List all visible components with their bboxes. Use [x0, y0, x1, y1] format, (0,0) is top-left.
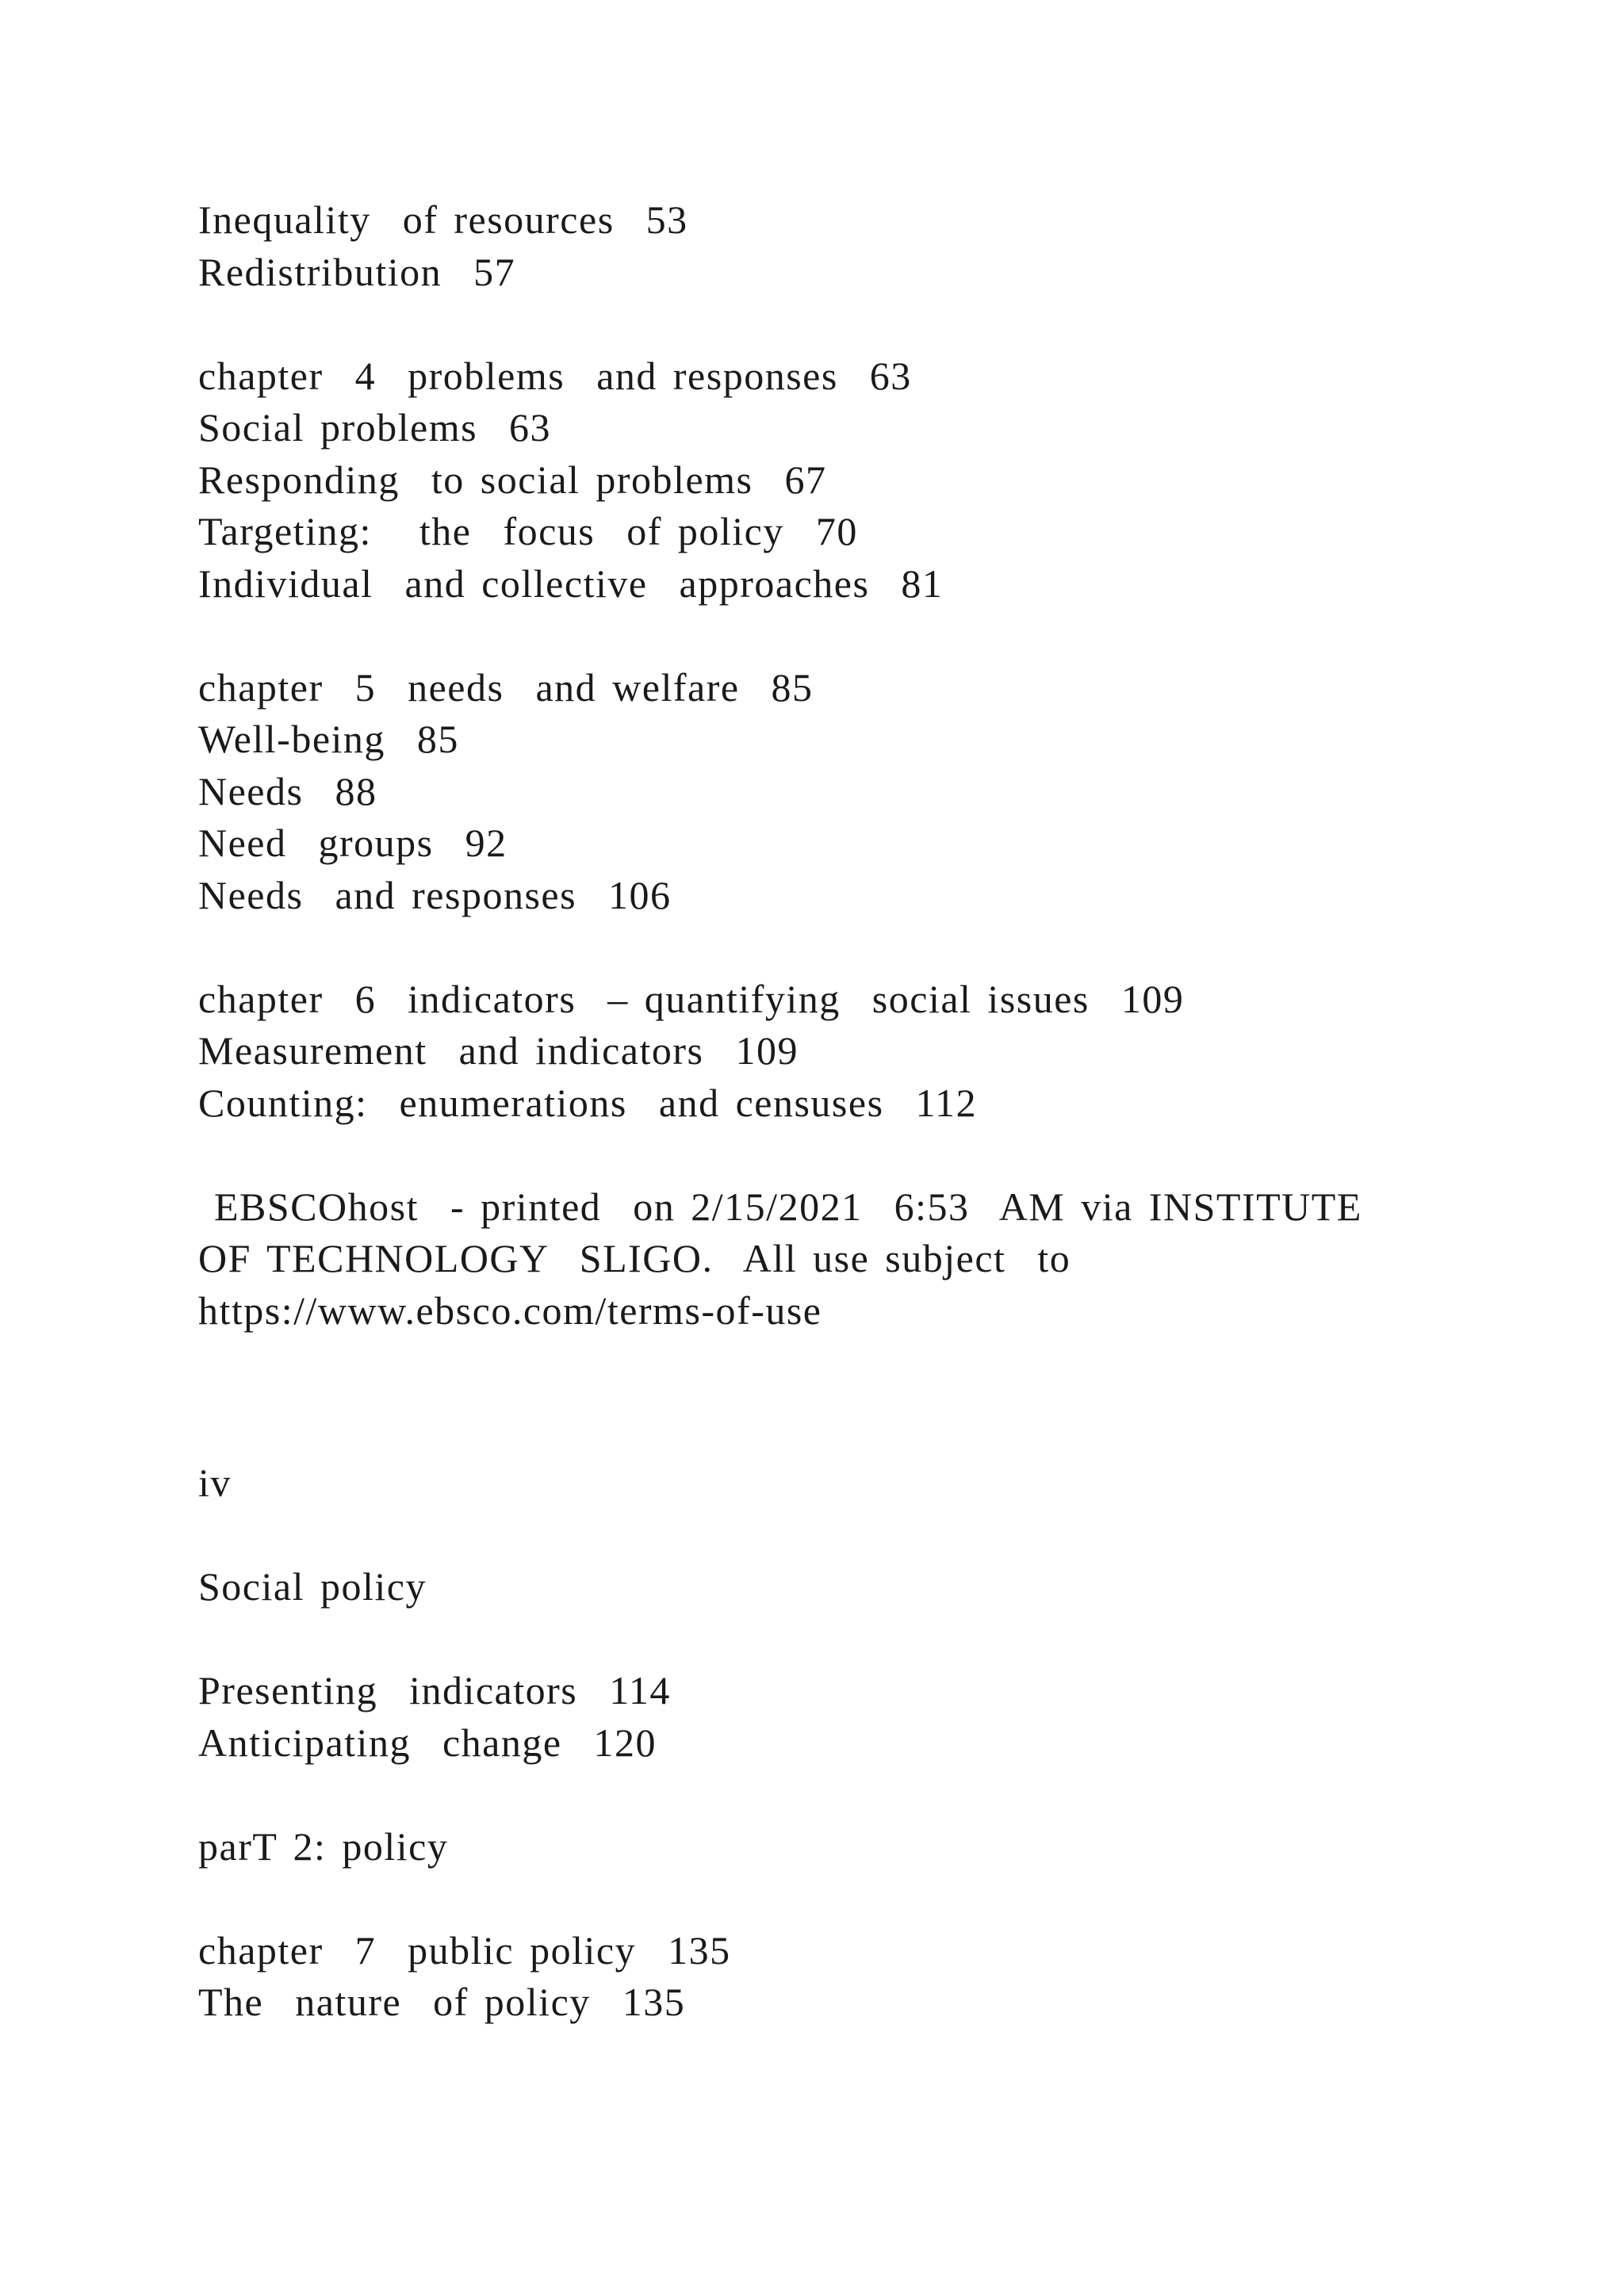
toc-entry: Social problems 63: [198, 405, 552, 450]
running-head: Social policy: [198, 1564, 427, 1609]
toc-entry: Individual and collective approaches 81: [198, 561, 944, 606]
toc-entry: Needs 88: [198, 768, 377, 813]
toc-entry: Redistribution 57: [198, 249, 516, 294]
spacer: [198, 1129, 1546, 1181]
toc-chapter-heading: chapter 5 needs and welfare 85: [198, 664, 814, 710]
spacer: [198, 1769, 1546, 1821]
spacer: [198, 1613, 1546, 1666]
toc-entry: Counting: enumerations and censuses 112: [198, 1080, 978, 1125]
spacer: [198, 610, 1546, 662]
footer-notice-url: https://www.ebsco.com/terms-of-use: [198, 1288, 822, 1333]
toc-entry: Inequality of resources 53: [198, 197, 688, 242]
toc-entry: Need groups 92: [198, 821, 508, 865]
spacer: [198, 921, 1546, 974]
toc-entry: Well-being 85: [198, 717, 459, 761]
toc-chapter-heading: chapter 6 indicators – quantifying social issues 109: [198, 976, 1185, 1021]
toc-entry: Targeting: the focus of policy 70: [198, 509, 858, 553]
footer-notice-line: EBSCOhost - printed on 2/15/2021 6:53 AM via INSTITUTE: [198, 1184, 1362, 1229]
toc-page: [198, 194, 1546, 2029]
toc-chapter-heading: chapter 7 public policy 135: [198, 1927, 731, 1973]
footer-notice-line: OF TECHNOLOGY SLIGO. All use subject to: [198, 1236, 1071, 1280]
toc-entry: Presenting indicators 114: [198, 1668, 671, 1712]
spacer: [198, 298, 1546, 350]
spacer: [198, 1337, 1546, 1457]
page-number: iv: [198, 1460, 232, 1505]
toc-chapter-heading: chapter 4 problems and responses 63: [198, 353, 912, 398]
spacer: [198, 1873, 1546, 1925]
toc-entry: Responding to social problems 67: [198, 457, 827, 502]
toc-entry: Measurement and indicators 109: [198, 1028, 799, 1073]
toc-entry: The nature of policy 135: [198, 1980, 686, 2024]
toc-entry: Needs and responses 106: [198, 872, 672, 917]
spacer: [198, 1510, 1546, 1562]
part-heading: parT 2: policy: [198, 1823, 449, 1869]
toc-entry: Anticipating change 120: [198, 1720, 657, 1765]
